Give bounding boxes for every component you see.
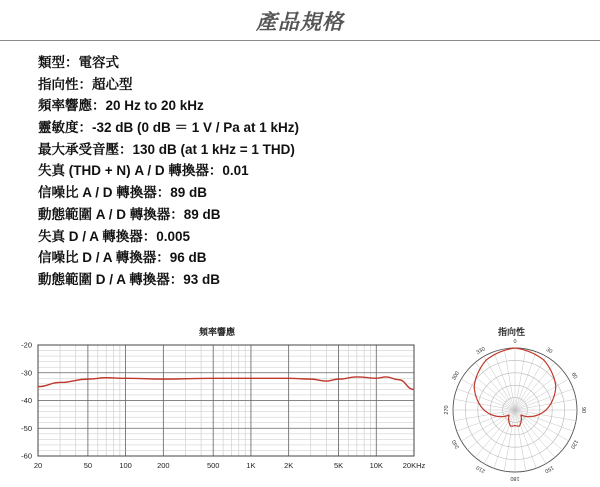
- spec-label: 信噪比 A / D 轉換器: [38, 185, 157, 201]
- spec-label: 頻率響應: [38, 98, 92, 114]
- spec-label: 動態範圍 A / D 轉換器: [38, 206, 171, 222]
- spec-separator: ：: [92, 98, 106, 114]
- spec-label: 靈敏度: [38, 120, 79, 136]
- spec-label: 信噪比 D / A 轉換器: [38, 250, 157, 266]
- polar-pattern-chart: [440, 332, 590, 482]
- spec-row: [38, 160, 299, 182]
- spec-row: [38, 74, 299, 96]
- spec-separator: ：: [156, 185, 171, 201]
- frequency-chart-title: 頻率響應: [199, 327, 236, 337]
- title-divider: [0, 40, 600, 41]
- spec-label: 失真 D / A 轉換器: [38, 228, 143, 244]
- x-tick-label: 50: [83, 461, 93, 470]
- polar-chart-title: 指向性: [498, 327, 526, 337]
- spec-list: [38, 52, 299, 291]
- x-tick-label: 100: [119, 461, 132, 470]
- spec-value: 89 dB: [183, 206, 221, 222]
- spec-label: 指向性: [38, 76, 79, 92]
- spec-separator: ：: [65, 55, 79, 70]
- angle-tick-label: 300: [451, 370, 462, 382]
- y-tick-label: -50: [21, 423, 32, 433]
- spec-row: [38, 269, 299, 291]
- spec-separator: ：: [78, 120, 92, 136]
- spec-row: [38, 139, 299, 161]
- spec-value: 20 Hz to 20 kHz: [105, 98, 204, 114]
- frequency-response-chart: [0, 338, 430, 478]
- x-tick-label: 20: [33, 461, 43, 470]
- x-tick-label: 10K: [369, 461, 383, 470]
- frequency-response-line: [38, 377, 414, 389]
- spec-separator: ：: [78, 76, 92, 92]
- spec-separator: ：: [156, 250, 170, 266]
- angle-tick-label: 240: [451, 438, 462, 450]
- y-tick-label: -60: [21, 451, 32, 461]
- spec-value: 96 dB: [169, 250, 207, 266]
- angle-tick-label: 120: [568, 438, 579, 450]
- spec-row: [38, 95, 299, 117]
- spec-separator: ：: [169, 271, 184, 287]
- angle-tick-label: 30: [544, 346, 554, 356]
- x-tick-label: 20KHz: [402, 461, 426, 470]
- angle-tick-label: 150: [543, 463, 555, 474]
- spec-row: [38, 204, 299, 226]
- y-tick-label: -30: [21, 368, 32, 378]
- spec-row: [38, 182, 299, 204]
- angle-tick-label: 0: [513, 339, 517, 345]
- spec-separator: ：: [142, 228, 157, 244]
- spec-row: [38, 52, 299, 74]
- spec-separator: ：: [208, 163, 223, 179]
- spec-row: [38, 226, 299, 248]
- angle-tick-label: 90: [580, 406, 586, 414]
- angle-tick-label: 270: [444, 405, 450, 415]
- y-tick-label: -20: [21, 340, 32, 350]
- spec-separator: ：: [170, 206, 184, 222]
- spec-label: 動態範圍 D / A 轉換器: [38, 271, 170, 287]
- spec-label: 最大承受音壓: [38, 141, 119, 157]
- spec-value: -32 dB (0 dB ＝ 1 V / Pa at 1 kHz): [92, 120, 300, 136]
- spec-row: [38, 247, 299, 269]
- x-tick-label: 5K: [333, 461, 344, 470]
- spec-row: [38, 117, 299, 139]
- x-tick-label: 500: [206, 461, 220, 470]
- y-tick-label: -40: [21, 396, 32, 405]
- spec-value: 0.005: [156, 228, 191, 244]
- spec-value: 130 dB (at 1 kHz = 1 THD): [132, 141, 295, 157]
- spec-value: 93 dB: [183, 271, 221, 287]
- spec-value: 超心型: [92, 76, 133, 92]
- x-tick-label: 1K: [246, 461, 256, 470]
- angle-tick-label: 60: [569, 371, 579, 381]
- spec-value: 89 dB: [170, 185, 208, 201]
- page-title: 產品規格: [256, 11, 344, 34]
- spec-value: 電容式: [78, 55, 119, 70]
- angle-tick-label: 330: [475, 346, 487, 357]
- spec-separator: ：: [119, 141, 133, 157]
- spec-value: 0.01: [222, 163, 249, 179]
- x-tick-label: 2K: [284, 461, 294, 470]
- spec-label: 類型: [38, 55, 65, 70]
- angle-tick-label: 180: [510, 475, 520, 481]
- spec-label: 失真 (THD + N) A / D 轉換器: [38, 163, 209, 179]
- x-tick-label: 200: [157, 461, 170, 470]
- angle-tick-label: 210: [475, 463, 487, 474]
